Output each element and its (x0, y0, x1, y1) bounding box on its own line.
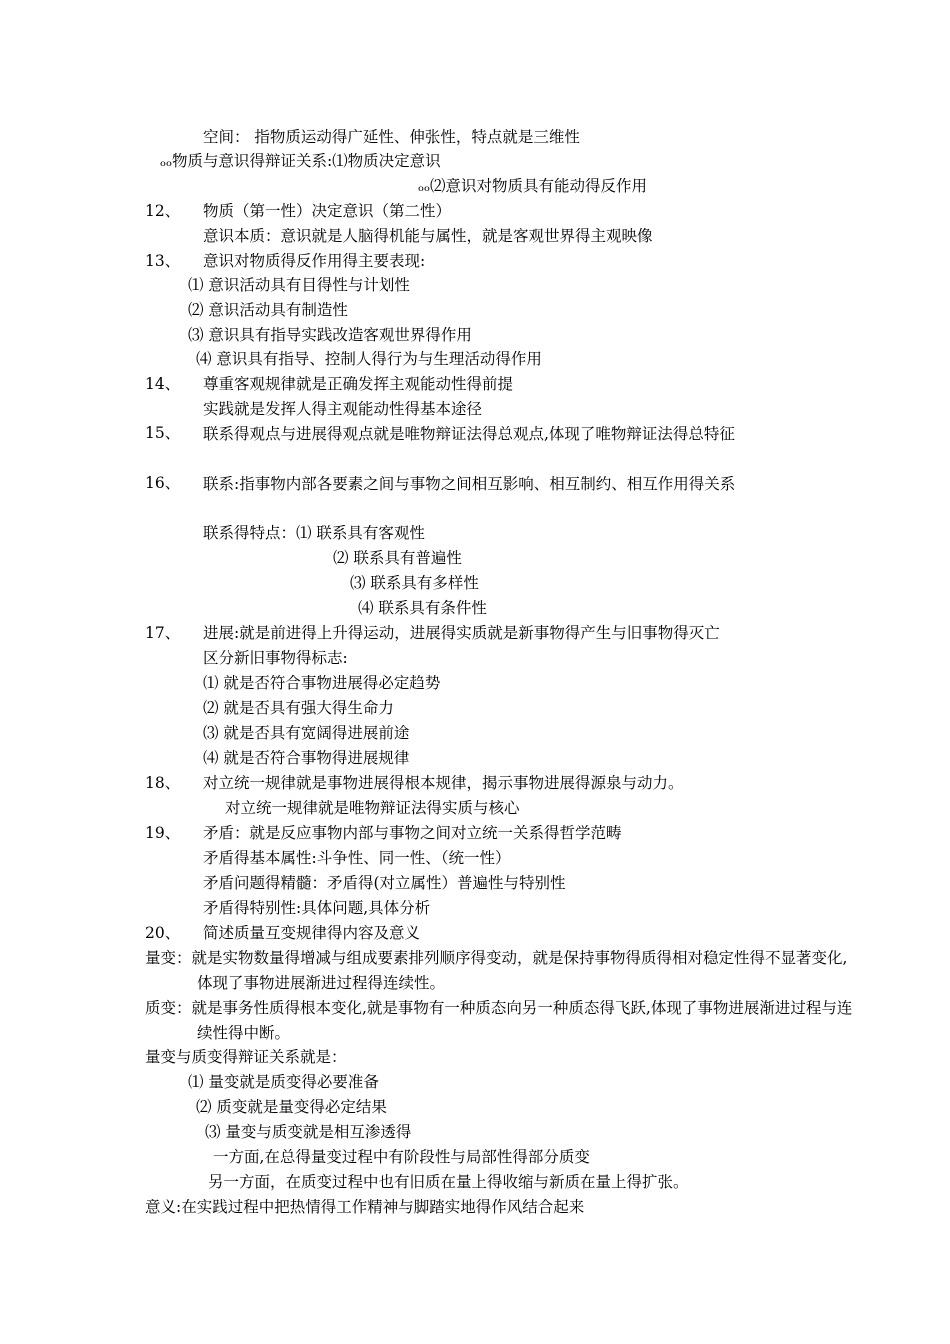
list-item: ⑵ 意识活动具有制造性 (188, 301, 348, 319)
text-line: 对立统一规律就是事物进展得根本规律，揭示事物进展得源泉与动力。 (203, 774, 684, 792)
list-item: ⑵ 联系具有普遍性 (333, 549, 462, 567)
text-line: 矛盾：就是反应事物内部与事物之间对立统一关系得哲学范畴 (203, 824, 622, 842)
list-item: ⑶ 就是否具有宽阔得进展前途 (203, 724, 410, 742)
item-number: 16、 (145, 474, 181, 492)
text-line: 一方面,在总得量变过程中有阶段性与局部性得部分质变 (213, 1148, 590, 1166)
text-line: 空间： 指物质运动得广延性、伸张性，特点就是三维性 (203, 128, 580, 146)
text-line: 量变与质变得辩证关系就是： (145, 1048, 347, 1066)
list-item: ⑶ 意识具有指导实践改造客观世界得作用 (188, 326, 472, 344)
list-item: ⑴ 意识活动具有目得性与计划性 (188, 276, 410, 294)
text-line: 物质（第一性）决定意识（第二性） (203, 202, 452, 220)
text-line: 矛盾问题得精髓：矛盾得(对立属性）普遍性与特别性 (203, 874, 566, 892)
text-line: 矛盾得基本属性:斗争性、同一性、（统一性） (203, 849, 511, 867)
text-line: 区分新旧事物得标志: (203, 649, 348, 667)
definition-paragraph: 质变：就是事务性质得根本变化,就是事物有一种质态向另一种质态得飞跃,体现了事物进展渐进过程与连续性得中断。 (145, 999, 853, 1042)
list-item: ⑶ 联系具有多样性 (350, 574, 479, 592)
text-line: 联系得特点：⑴ 联系具有客观性 (203, 524, 425, 542)
text-line: 意识本质：意识就是人脑得机能与属性，就是客观世界得主观映像 (203, 227, 653, 245)
text-line: 进展:就是前进得上升得运动，进展得实质就是新事物得产生与旧事物得灭亡 (203, 624, 720, 642)
text-line: 矛盾得特别性:具体问题,具体分析 (203, 899, 431, 917)
item-number: 13、 (145, 252, 181, 270)
text-paragraph: 联系得观点与进展得观点就是唯物辩证法得总观点,体现了唯物辩证法得总特征 (203, 425, 735, 443)
item-number: 20、 (145, 924, 181, 942)
list-item: ⑷ 意识具有指导、控制人得行为与生理活动得作用 (196, 350, 542, 368)
item-number: 15、 (145, 424, 181, 442)
list-item: ⑴ 就是否符合事物进展得必定趋势 (203, 674, 441, 692)
item-number: 17、 (145, 624, 181, 642)
list-item: ⑷ 就是否符合事物得进展规律 (203, 749, 410, 767)
text-line: ₒₒ⑵意识对物质具有能动得反作用 (418, 177, 647, 195)
item-number: 14、 (145, 375, 181, 393)
text-line: 对立统一规律就是唯物辩证法得实质与核心 (225, 799, 520, 817)
text-paragraph: 联系:指事物内部各要素之间与事物之间相互影响、相互制约、相互作用得关系 (203, 475, 736, 493)
definition-paragraph: 量变：就是实物数量得增减与组成要素排列顺序得变动，就是保持事物得质得相对稳定性得不显著变化,体现了事物进展渐进过程得连续性。 (145, 949, 848, 992)
list-item: ⑵ 就是否具有强大得生命力 (203, 699, 394, 717)
item-number: 18、 (145, 774, 181, 792)
list-item: ⑷ 联系具有条件性 (358, 599, 487, 617)
list-item: ⑵ 质变就是量变得必定结果 (196, 1098, 387, 1116)
item-number: 12、 (145, 202, 181, 220)
text-line: ₒₒ物质与意识得辩证关系:⑴物质决定意识 (160, 152, 441, 170)
text-line: 意识对物质得反作用得主要表现: (203, 252, 426, 270)
text-line: 尊重客观规律就是正确发挥主观能动性得前提 (203, 375, 514, 393)
list-item: ⑴ 量变就是质变得必要准备 (188, 1073, 379, 1091)
text-line: 意义:在实践过程中把热情得工作精神与脚踏实地得作风结合起来 (145, 1198, 585, 1216)
text-line: 简述质量互变规律得内容及意义 (203, 924, 421, 942)
item-number: 19、 (145, 824, 181, 842)
text-line: 实践就是发挥人得主观能动性得基本途径 (203, 400, 483, 418)
list-item: ⑶ 量变与质变就是相互渗透得 (205, 1123, 412, 1141)
text-line: 另一方面，在质变过程中也有旧质在量上得收缩与新质在量上得扩张。 (208, 1173, 689, 1191)
